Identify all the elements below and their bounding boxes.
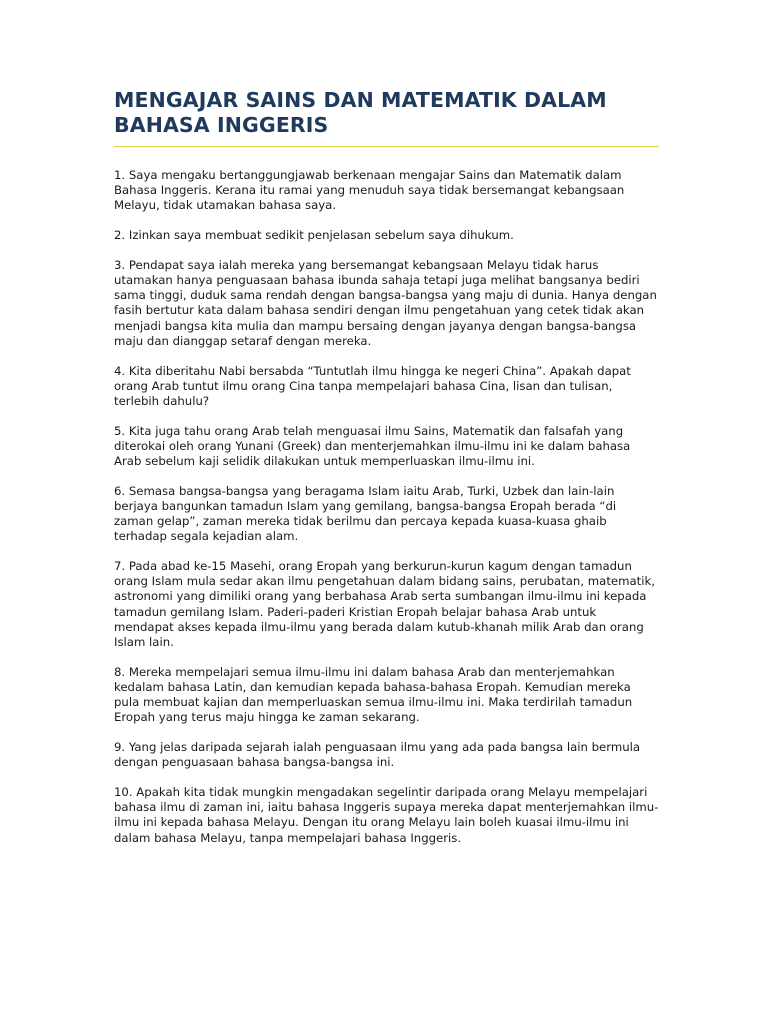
paragraph-7: 7. Pada abad ke-15 Masehi, orang Eropah yang berkurun-kurun kagum dengan tamadun orang Islam mula sedar akan ilmu pengetahuan dalam bidang sains, perubatan, matematik, astronomi yang dimiliki orang yang berbahasa Arab serta sumbangan ilmu-ilmu ini kepada tamadun gemilang Islam. Paderi-paderi Kristian Eropah belajar bahasa Arab untuk mendapat akses kepada ilmu-ilmu yang berada dalam kutub-khanah milik Arab dan orang Islam lain. <box>114 559 655 650</box>
paragraph-6: 6. Semasa bangsa-bangsa yang beragama Islam iaitu Arab, Turki, Uzbek dan lain-lain berjaya bangunkan tamadun Islam yang gemilang, bangsa-bangsa Eropah berada “di zaman gelap”, zaman mereka tidak berilmu dan percaya kepada kuasa-kuasa ghaib terhadap segala kejadian alam. <box>114 483 617 544</box>
paragraph-1: 1. Saya mengaku bertanggungjawab berkenaan mengajar Sains dan Matematik dalam Bahasa Inggeris. Kerana itu ramai yang menuduh saya tidak bersemangat kebangsaan Melayu, tidak utamakan bahasa saya. <box>114 168 625 213</box>
paragraph-2: 2. Izinkan saya membuat sedikit penjelasan sebelum saya dihukum. <box>114 228 514 243</box>
document-title: MENGAJAR SAINS DAN MATEMATIK DALAM BAHASA INGGERIS <box>114 88 659 147</box>
document-body <box>114 168 659 846</box>
paragraph-4: 4. Kita diberitahu Nabi bersabda “Tuntutlah ilmu hingga ke negeri China”. Apakah dapat orang Arab tuntut ilmu orang Cina tanpa mempelajari bahasa Cina, lisan dan tulisan, terlebih dahulu? <box>114 363 631 408</box>
paragraph-8: 8. Mereka mempelajari semua ilmu-ilmu ini dalam bahasa Arab dan menterjemahkan kedalam bahasa Latin, dan kemudian kepada bahasa-bahasa Eropah. Kemudian mereka pula membuat kajian dan memperluaskan semua ilmu-ilmu ini. Maka terdirilah tamadun Eropah yang terus maju hingga ke zaman sekarang. <box>114 664 633 725</box>
paragraph-9: 9. Yang jelas daripada sejarah ialah penguasaan ilmu yang ada pada bangsa lain bermula dengan penguasaan bahasa bangsa-bangsa ini. <box>114 740 641 770</box>
document-page <box>114 88 659 860</box>
paragraph-5: 5. Kita juga tahu orang Arab telah menguasai ilmu Sains, Matematik dan falsafah yang diterokai oleh orang Yunani (Greek) dan menterjemahkan ilmu-ilmu ini ke dalam bahasa Arab sebelum kaji selidik dilakukan untuk memperluaskan ilmu-ilmu ini. <box>114 423 631 469</box>
paragraph-3: 3. Pendapat saya ialah mereka yang bersemangat kebangsaan Melayu tidak harus utamakan hanya penguasaan bahasa ibunda sahaja tetapi juga melihat bangsanya bediri sama tinggi, duduk sama rendah dengan bangsa-bangsa yang maju di dunia. Hanya dengan fasih bertutur kata dalam bahasa sendiri dengan ilmu pengetahuan yang cetek tidak akan menjadi bangsa kita mulia dan mampu bersaing dengan jayanya dengan bangsa-bangsa maju dan dianggap setaraf dengan mereka. <box>114 257 657 348</box>
paragraph-10: 10. Apakah kita tidak mungkin mengadakan segelintir daripada orang Melayu mempelajari bahasa ilmu di zaman ini, iaitu bahasa Inggeris supaya mereka dapat menterjemahkan ilmu-ilmu ini kepada bahasa Melayu. Dengan itu orang Melayu lain boleh kuasai ilmu-ilmu ini dalam bahasa Melayu, tanpa mempelajari bahasa Inggeris. <box>114 785 659 845</box>
